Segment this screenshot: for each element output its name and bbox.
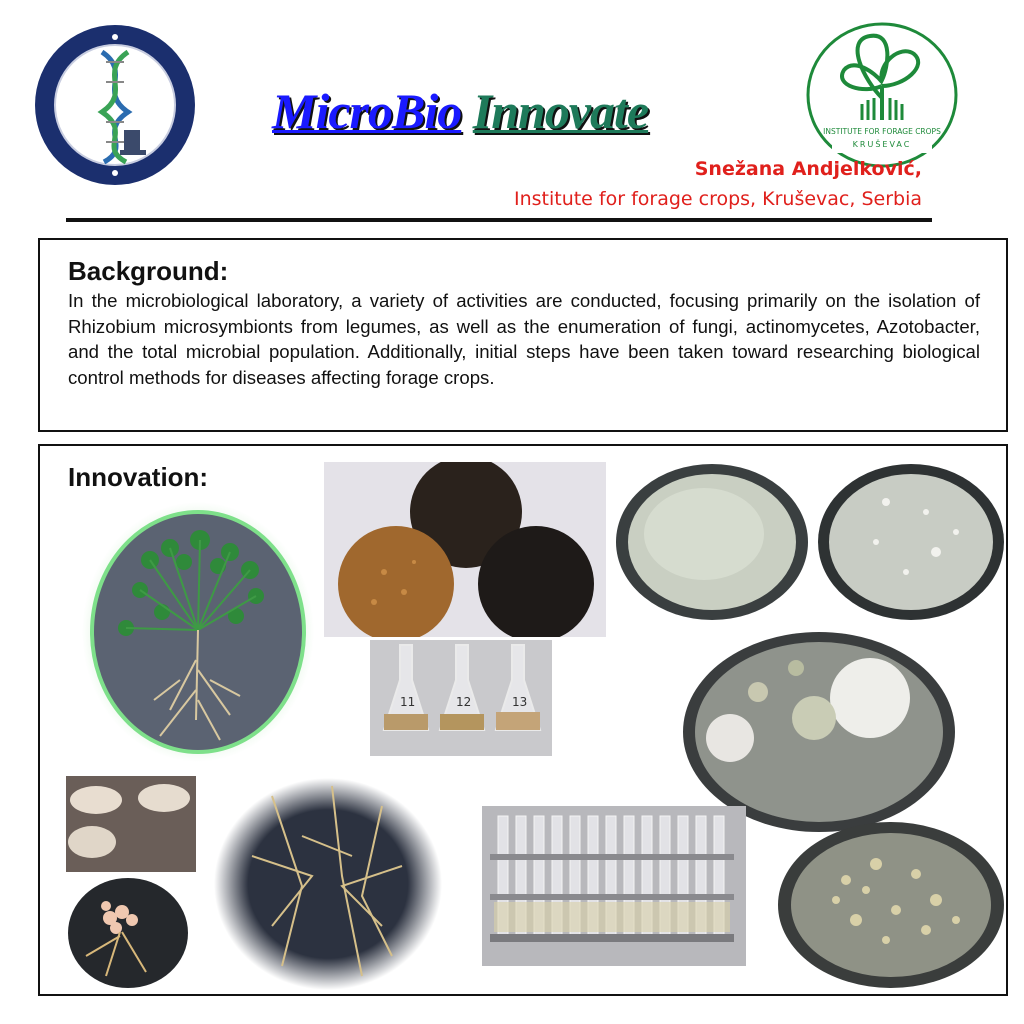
institute-logo bbox=[804, 20, 960, 170]
institute-logo-city: KRUŠEVAC bbox=[852, 140, 912, 149]
roots-nodules-photo bbox=[212, 776, 444, 992]
background-heading: Background: bbox=[68, 256, 229, 286]
colonies-photo bbox=[66, 776, 196, 872]
title-part-innovate: Innovate bbox=[472, 83, 649, 139]
author-name: Snežana Andjelković, bbox=[694, 158, 922, 180]
petri-dish-photo-1 bbox=[614, 462, 810, 622]
innovation-heading: Innovation: bbox=[68, 462, 209, 492]
poster-title bbox=[272, 82, 648, 140]
flask-label-1: 11 bbox=[400, 695, 416, 709]
header-divider bbox=[66, 218, 932, 222]
society-logo bbox=[32, 22, 198, 188]
root-nodule-closeup-photo bbox=[66, 876, 190, 990]
clover-plant-photo bbox=[80, 500, 316, 764]
title-part-microbio: MicroBio bbox=[272, 83, 462, 139]
background-section bbox=[38, 238, 1008, 432]
institute-logo-name: INSTITUTE FOR FORAGE CROPS bbox=[823, 127, 941, 136]
petri-dish-photo-3 bbox=[776, 820, 1006, 990]
fungi-petri-dish-photo bbox=[680, 628, 958, 836]
background-text: In the microbiological laboratory, a variety of activities are conducted, focusing primarily on the isolation of Rhizobium microsymbionts from legumes, as well as the enumeration of fungi, actinomycetes, Azotobacter, and the total microbial population. Additionally, initial steps have been taken toward researching biological control methods for diseases affecting forage crops. bbox=[68, 290, 980, 388]
author-affiliation: Institute for forage crops, Kruševac, Serbia bbox=[513, 188, 922, 210]
flask-label-2: 12 bbox=[456, 695, 472, 709]
soil-samples-photo bbox=[324, 462, 606, 637]
test-tubes-photo bbox=[482, 806, 746, 966]
flasks-photo bbox=[370, 640, 552, 756]
flask-label-3: 13 bbox=[512, 695, 528, 709]
petri-dish-photo-2 bbox=[816, 462, 1006, 622]
